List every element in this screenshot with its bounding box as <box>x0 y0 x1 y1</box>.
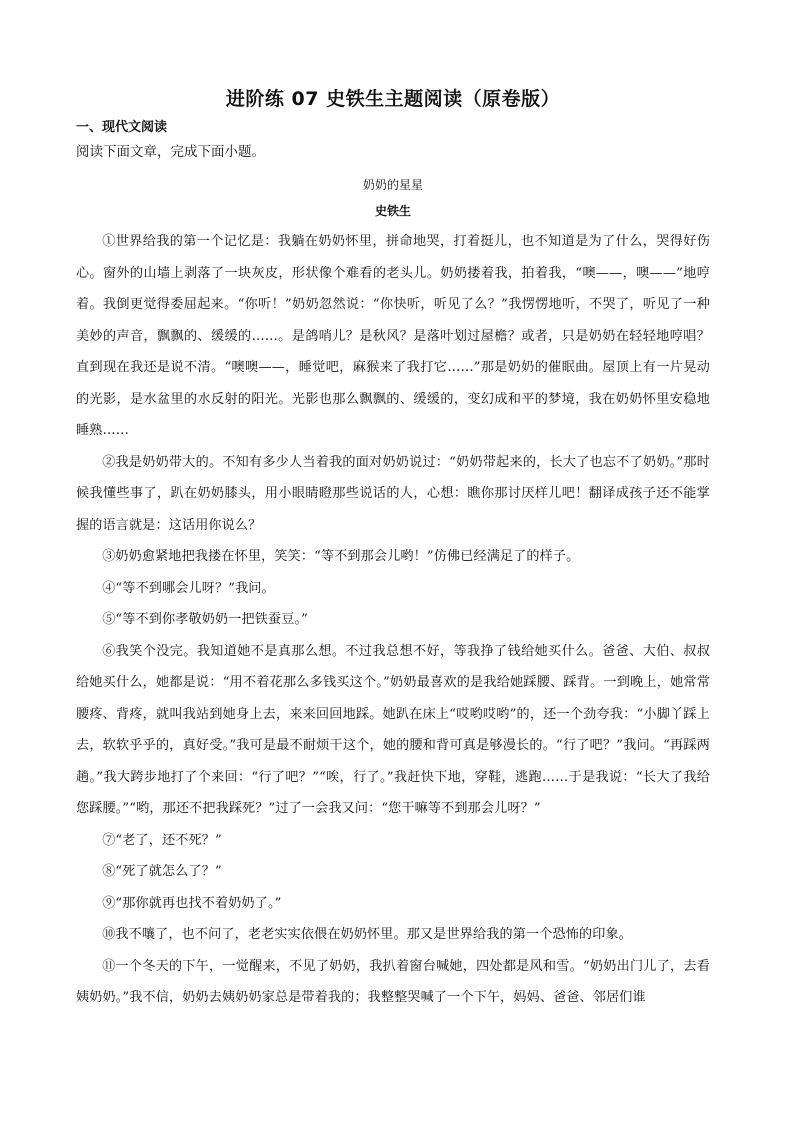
paragraph: ②我是奶奶带大的。不知有多少人当着我的面对奶奶说过：“奶奶带起来的，长大了也忘不了奶奶。”那时候我懂些事了，趴在奶奶膝头，用小眼睛瞪那些说话的人，心想：瞧你那讨厌样儿吧！翻译成孩子还不能掌握的语言就是：这话用你说么？ <box>76 454 710 533</box>
article-author: 史铁生 <box>374 204 411 218</box>
paragraph: ⑥我笑个没完。我知道她不是真那么想。不过我总想不好，等我挣了钱给她买什么。爸爸、大伯、叔叔给她买什么，她都是说：“用不着花那么多钱买这个。”奶奶最喜欢的是我给她踩腰、踩背。一到晚上，她常常腰疼、背疼，就叫我站到她身上去，来来回回地踩。她趴在床上“哎哟哎哟”的，还一个劲夸我：“小脚丫踩上去，软软乎乎的，真好受。”我可是最不耐烦干这个，她的腰和背可真是够漫长的。“行了吧？”我问。“再踩两趟。”我大跨步地打了个来回：“行了吧？”“唉，行了。”我赶快下地，穿鞋，逃跑……于是我说：“长大了我给您踩腰。”“哟，那还不把我踩死？”过了一会我又问：“您干嘛等不到那会儿呀？” <box>76 643 710 816</box>
article-title: 奶奶的星星 <box>362 178 423 192</box>
section-heading: 一、现代文阅读 <box>76 120 168 135</box>
paragraph: ⑩我不嚷了，也不问了，老老实实依偎在奶奶怀里。那又是世界给我的第一个恐怖的印象。 <box>102 927 632 942</box>
paragraph: ⑧“死了就怎么了？” <box>102 864 222 879</box>
paragraph: ⑦“老了，还不死？” <box>102 832 222 848</box>
paragraph: ⑪一个冬天的下午，一觉醒来，不见了奶奶，我扒着窗台喊她，四处都是风和雪。“奶奶出门儿了，去看姨奶奶。”我不信，奶奶去姨奶奶家总是带着我的；我整整哭喊了一个下午，妈妈、爸爸、邻居们谁 <box>76 958 710 1005</box>
paragraph: ④“等不到哪会儿呀？”我问。 <box>102 580 275 596</box>
paragraph: ⑤“等不到你孝敬奶奶一把铁蚕豆。” <box>102 612 308 627</box>
paragraph: ⑨“那你就再也找不着奶奶了。” <box>102 895 282 911</box>
paragraph: ①世界给我的第一个记忆是：我躺在奶奶怀里，拼命地哭，打着挺儿，也不知道是为了什么，哭得好伤心。窗外的山墙上剥落了一块灰皮，形状像个难看的老头儿。奶奶搂着我，拍着我，“噢——，噢——”地哼着。我倒更觉得委屈起来。“你听！”奶奶忽然说：“你快听，听见了么？”我愣愣地听，不哭了，听见了一种美妙的声音，飘飘的、缓缓的……。是鸽哨儿？是秋风？是落叶划过屋檐？或者，只是奶奶在轻轻地哼唱？直到现在我还是说不清。“噢噢——，睡觉吧，麻猴来了我打它……”那是奶奶的催眠曲。屋顶上有一片晃动的光影，是水盆里的水反射的阳光。光影也那么飘飘的、缓缓的，变幻成和平的梦境，我在奶奶怀里安稳地睡熟…… <box>76 234 710 438</box>
instruction-text: 阅读下面文章，完成下面小题。 <box>76 144 265 160</box>
article-body <box>76 226 710 1014</box>
document-title: 进阶练 07 史铁生主题阅读（原卷版） <box>225 88 561 110</box>
paragraph: ③奶奶愈紧地把我搂在怀里，笑笑：“等不到那会儿哟！”仿佛已经满足了的样子。 <box>102 549 580 564</box>
